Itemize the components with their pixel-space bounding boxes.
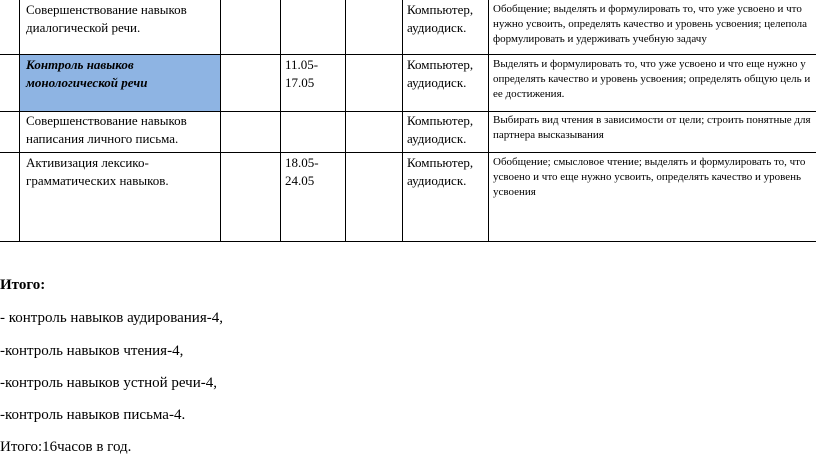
summary-item: -контроль навыков письма-4. bbox=[0, 407, 186, 423]
table-column-divider bbox=[488, 0, 489, 241]
table-row-divider bbox=[0, 241, 816, 242]
activities-line: формулировать и удерживать учебную задачу bbox=[493, 33, 707, 45]
activities-line: определять качество и уровень усвоения; определять общую цель и bbox=[493, 73, 811, 85]
summary-heading: Итого: bbox=[0, 277, 46, 293]
summary-item: -контроль навыков чтения-4, bbox=[0, 343, 184, 359]
topic-cell: Контроль навыков монологической речи bbox=[26, 57, 148, 90]
summary-item: - контроль навыков аудирования-4, bbox=[0, 310, 223, 326]
activities-line: Выделять и формулировать то, что уже усвоено и что еще нужно у bbox=[493, 58, 806, 70]
activities-line: нужно усвоить, определять качество и уровень усвоения; целепола bbox=[493, 18, 807, 30]
activities-line: усвоения bbox=[493, 186, 536, 198]
activities-line: партнера высказывания bbox=[493, 129, 604, 141]
activities-line: ее достижения. bbox=[493, 88, 565, 100]
activities-line: Выбирать вид чтения в зависимости от цели; строить понятные для bbox=[493, 114, 811, 126]
topic-cell: Активизация лексико-грамматических навыков. bbox=[26, 155, 169, 188]
equipment-cell: Компьютер, аудиодиск. bbox=[407, 155, 474, 188]
summary-item: -контроль навыков устной речи-4, bbox=[0, 375, 217, 391]
topic-cell: Совершенствование навыков написания личного письма. bbox=[26, 113, 187, 146]
summary-total: Итого:16часов в год. bbox=[0, 439, 132, 455]
dates-cell: 11.05-17.05 bbox=[285, 57, 319, 90]
dates-cell: 18.05-24.05 bbox=[285, 155, 319, 188]
activities-line: Обобщение; выделять и формулировать то, что уже усвоено и что bbox=[493, 3, 802, 15]
equipment-cell: Компьютер, аудиодиск. bbox=[407, 57, 474, 90]
table-row-divider bbox=[0, 152, 816, 153]
table-column-divider bbox=[345, 0, 346, 241]
equipment-cell: Компьютер, аудиодиск. bbox=[407, 2, 474, 35]
table-column-divider bbox=[19, 0, 20, 241]
equipment-cell: Компьютер, аудиодиск. bbox=[407, 113, 474, 146]
table-row-divider bbox=[0, 54, 816, 55]
table-column-divider bbox=[220, 0, 221, 241]
topic-cell: Совершенствование навыков диалогической речи. bbox=[26, 2, 187, 35]
activities-line: усвоено и что еще нужно усвоить, определять качество и уровень bbox=[493, 171, 802, 183]
table-column-divider bbox=[402, 0, 403, 241]
table-column-divider bbox=[280, 0, 281, 241]
activities-line: Обобщение; смысловое чтение; выделять и формулировать то, что bbox=[493, 156, 806, 168]
